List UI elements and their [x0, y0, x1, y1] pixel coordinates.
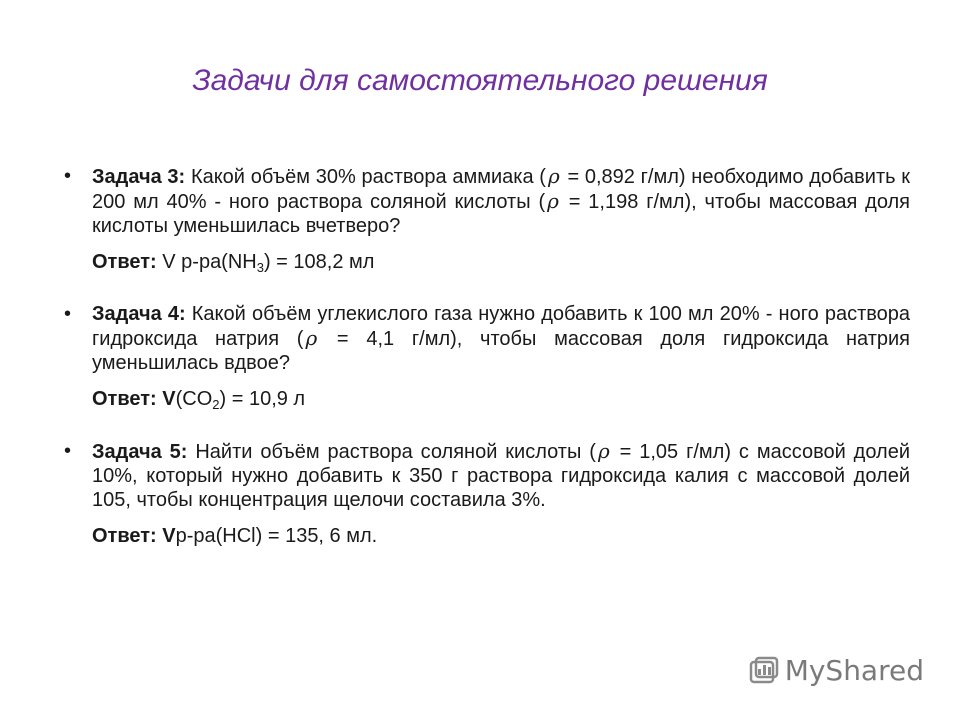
task-question: Задача 5: Найти объём раствора соляной кислоты ( ρ = 1,05 г/мл) с массовой долей 10%, который нужно добавить к 350 г раствора гидроксида калия с массовой долей 105, чтобы концентрация щелочи составила 3%.: [92, 439, 910, 511]
task-answer: Ответ: $V(CO_2) = 10,9$ л: [92, 388, 306, 412]
rho-symbol: ρ: [305, 326, 318, 350]
task-question: Задача 3: Какой объём 30% раствора аммиака ( ρ = 0,892 г/мл) необходимо добавить к 200 мл 40% - ного раствора соляной кислоты ( ρ = 1,198 г/мл), чтобы массовая доля кислоты уменьшилась вчетверо?: [92, 164, 911, 237]
bullet-icon: •: [64, 165, 72, 187]
task-3: [64, 164, 910, 274]
task-question: Задача 4: Какой объём углекислого газа нужно добавить к 100 мл 20% - ного раствора гидроксида натрия ( ρ = 4,1 г/мл), чтобы массовая доля гидроксида натрия уменьшилась вдвое?: [92, 303, 911, 374]
myshared-logo-icon: [749, 656, 779, 686]
rho-symbol: ρ: [547, 164, 560, 188]
task-answer: Ответ: V $р-ра(NH_3) = 108,2$ мл: [92, 251, 375, 275]
logo-text: MyShared: [784, 654, 924, 687]
bullet-icon: •: [64, 440, 72, 462]
task-label: Задача 3:: [92, 166, 186, 188]
task-answer: Ответ: Vр-ра(HCl) = 135, 6 мл.: [92, 525, 378, 547]
task-label: Задача 5:: [92, 441, 188, 463]
bullet-icon: •: [64, 303, 72, 325]
task-5: [64, 439, 910, 548]
task-list: [64, 164, 910, 548]
answer-label: Ответ: V: [92, 525, 176, 547]
myshared-logo[interactable]: [749, 654, 924, 687]
task-label: Задача 4:: [92, 303, 186, 325]
answer-label: Ответ:: [92, 251, 157, 273]
rho-symbol: ρ: [597, 439, 610, 463]
task-4: [64, 302, 910, 411]
rho-symbol: ρ: [547, 189, 559, 213]
answer-label: Ответ: V: [92, 388, 176, 410]
slide-title: Задачи для самостоятельного решения: [192, 64, 768, 97]
